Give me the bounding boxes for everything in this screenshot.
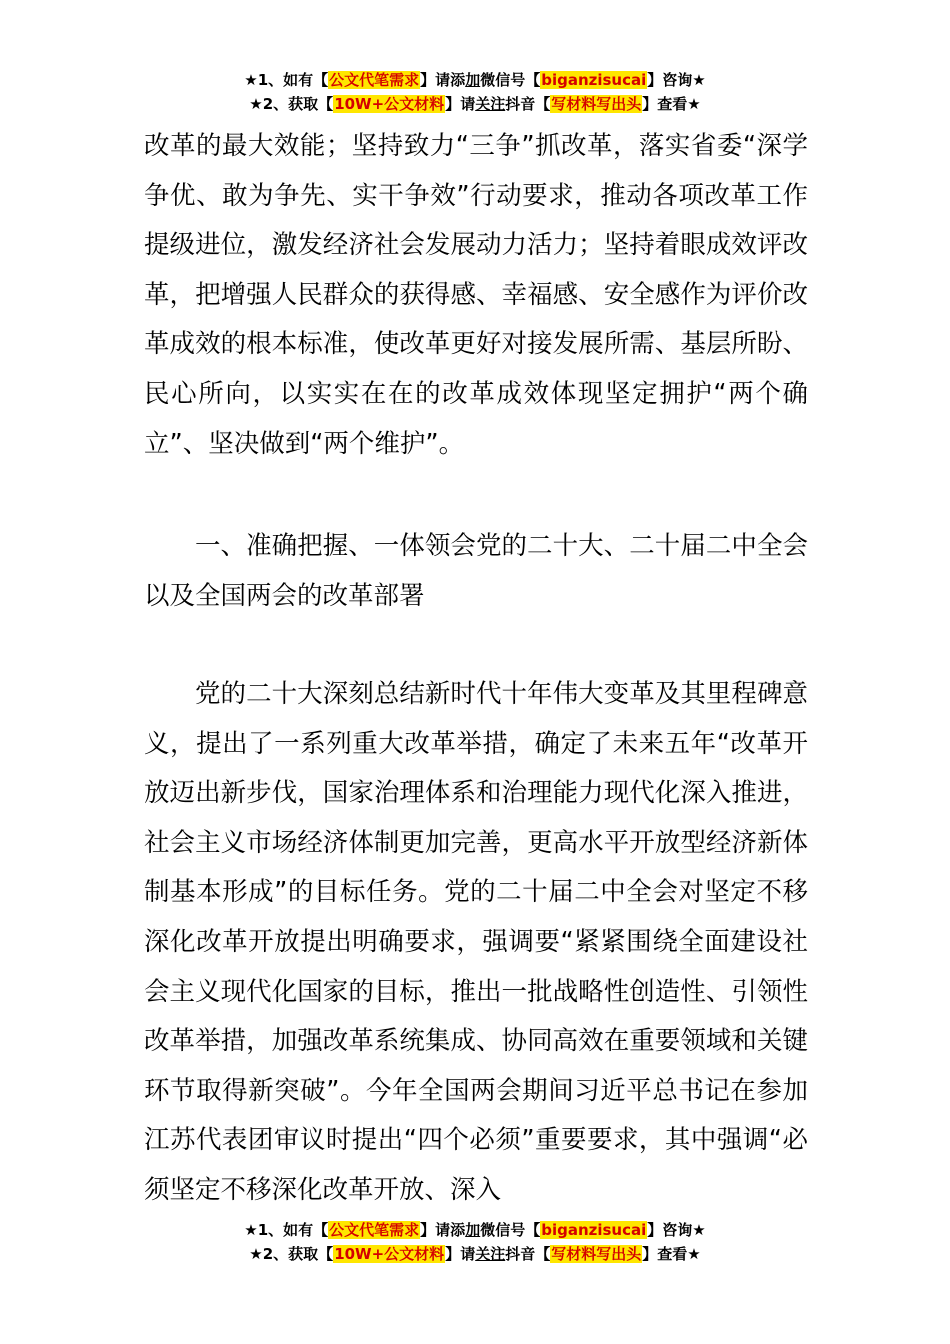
banner-text: ★1、如有【 (244, 1221, 329, 1239)
banner-text: 】咨询★ (647, 1221, 706, 1239)
banner-text: 】查看★ (642, 1245, 701, 1263)
banner-text: 加 (465, 71, 481, 89)
banner-line-2 (0, 92, 950, 116)
highlight-wechat-id: biganzisucai (541, 1221, 647, 1239)
highlight-douyin: 写材料写出头 (551, 95, 642, 113)
banner-text: 关注 (475, 1245, 506, 1263)
banner-line-1 (0, 1218, 950, 1242)
banner-text: 】请添 (420, 71, 466, 89)
header-banner (0, 68, 950, 116)
banner-text: 】查看★ (642, 95, 701, 113)
banner-text: 抖音【 (505, 95, 551, 113)
banner-text: ★2、获取【 (249, 1245, 334, 1263)
banner-text: 微信号【 (480, 71, 541, 89)
banner-text: 微信号【 (480, 1221, 541, 1239)
banner-text: 关注 (475, 95, 506, 113)
highlight-materials: 10W+公文材料 (334, 1245, 445, 1263)
banner-text: 加 (465, 1221, 481, 1239)
banner-text: 抖音【 (505, 1245, 551, 1263)
paragraph-2: 党的二十大深刻总结新时代十年伟大变革及其里程碑意义，提出了一系列重大改革举措，确定了未来五年“改革开放迈出新步伐，国家治理体系和治理能力现代化深入推进，社会主义市场经济体制更加完善，更高水平开放型经济新体制基本形成”的目标任务。党的二十届二中全会对坚定不移深化改革开放提出明确要求，强调要“紧紧围绕全面建设社会主义现代化国家的目标，推出一批战略性创造性、引领性改革举措，加强改革系统集成、协同高效在重要领域和关键环节取得新突破”。今年全国两会期间习近平总书记在参加江苏代表团审议时提出“四个必须”重要要求，其中强调“必须坚定不移深化改革开放、深入 (144, 679, 808, 1205)
banner-text: 】咨询★ (647, 71, 706, 89)
highlight-douyin: 写材料写出头 (551, 1245, 642, 1263)
footer-banner (0, 1218, 950, 1266)
section-heading-1: 一、准确把握、一体领会党的二十大、二十届二中全会以及全国两会的改革部署 (144, 531, 808, 611)
banner-text: 】请添 (420, 1221, 466, 1239)
highlight-wechat-id: biganzisucai (541, 71, 647, 89)
highlight-service: 公文代笔需求 (329, 1221, 420, 1239)
banner-text: ★1、如有【 (244, 71, 329, 89)
banner-line-2 (0, 1242, 950, 1266)
paragraph-1: 改革的最大效能；坚持致力“三争”抓改革，落实省委“深学争优、敢为争先、实干争效”行动要求，推动各项改革工作提级进位，激发经济社会发展动力活力；坚持着眼成效评改革，把增强人民群众的获得感、幸福感、安全感作为评价改革成效的根本标准，使改革更好对接发展所需、基层所盼、民心所向，以实实在在的改革成效体现坚定拥护“两个确立”、坚决做到“两个维护”。 (144, 131, 808, 459)
banner-text: 】请 (445, 1245, 476, 1263)
banner-text: 】请 (445, 95, 476, 113)
banner-line-1 (0, 68, 950, 92)
highlight-service: 公文代笔需求 (329, 71, 420, 89)
banner-text: ★2、获取【 (249, 95, 334, 113)
highlight-materials: 10W+公文材料 (334, 95, 445, 113)
